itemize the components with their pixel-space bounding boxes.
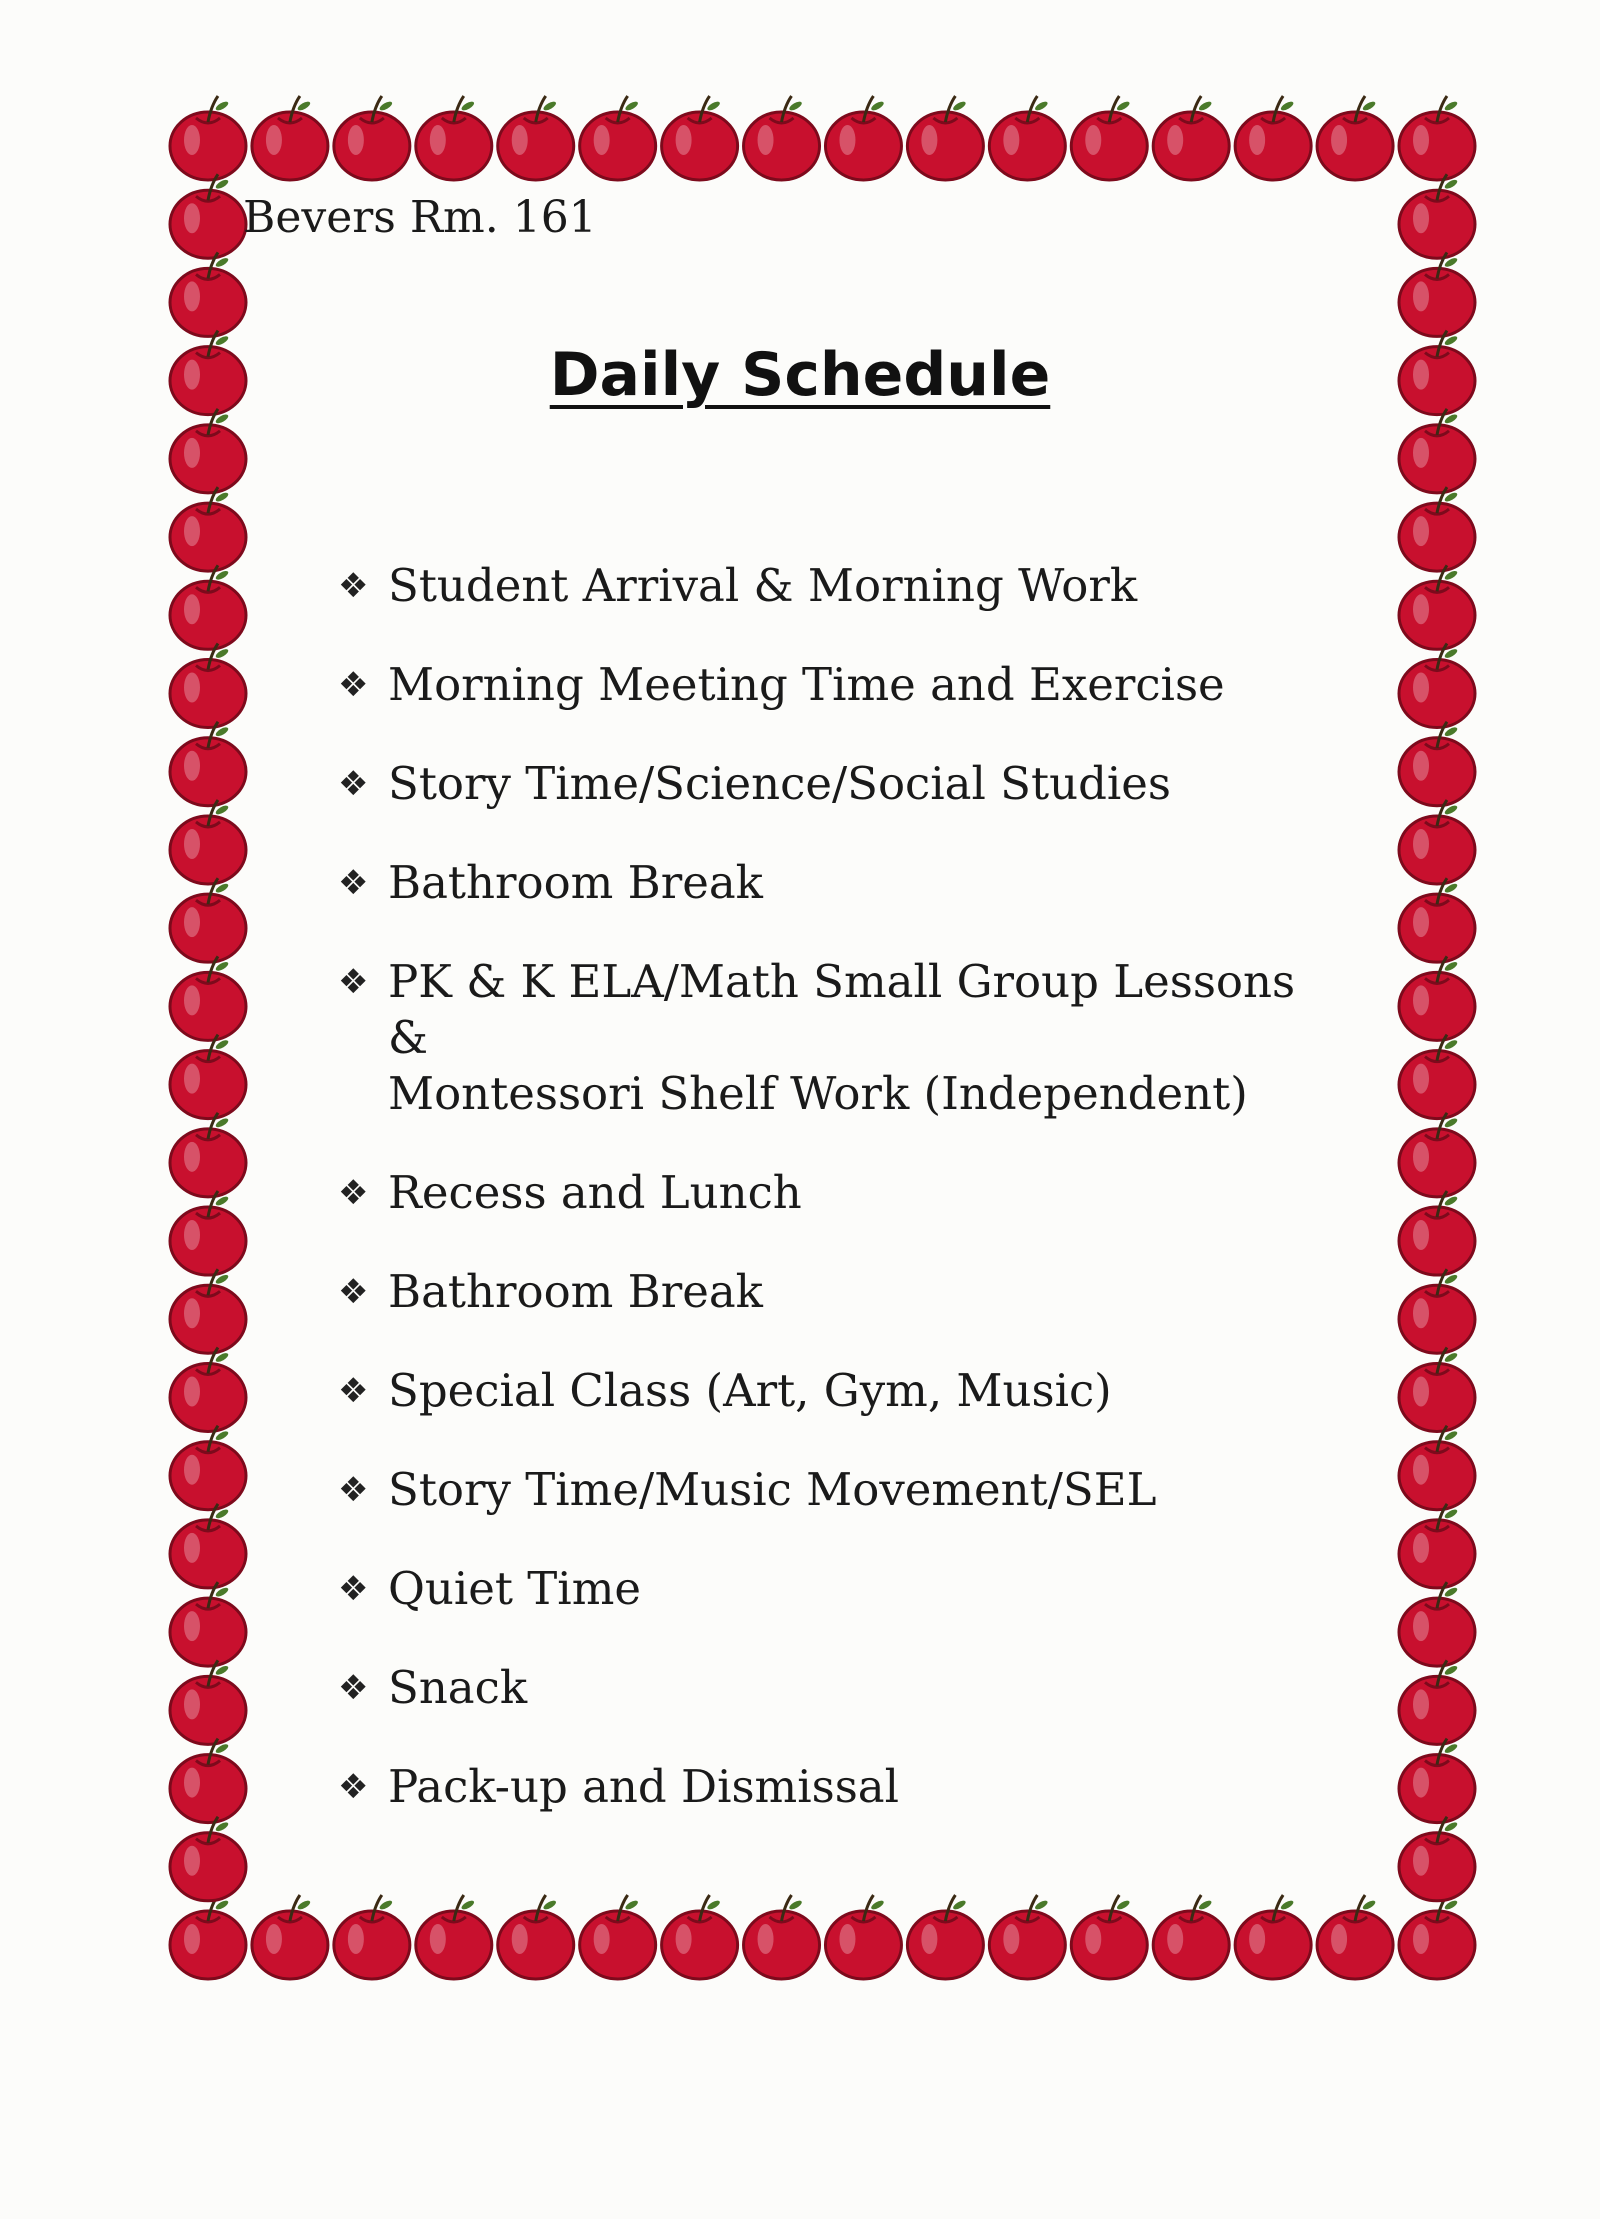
schedule-item-label: Snack <box>388 1661 528 1714</box>
red-apple-icon <box>825 96 901 180</box>
red-apple-icon <box>662 96 738 180</box>
red-apple-icon <box>170 644 246 728</box>
schedule-item <box>338 1759 1348 1815</box>
schedule-item <box>338 756 1348 812</box>
page-title: Daily Schedule <box>549 340 1051 410</box>
red-apple-icon <box>170 956 246 1040</box>
red-apple-icon <box>907 1895 983 1979</box>
schedule-item <box>338 1165 1348 1221</box>
red-apple-icon <box>1399 1191 1475 1275</box>
four-diamond-bullet-icon: ❖ <box>338 1569 369 1609</box>
red-apple-icon <box>1399 644 1475 728</box>
red-apple-icon <box>170 1739 246 1823</box>
four-diamond-bullet-icon: ❖ <box>338 962 369 1002</box>
red-apple-icon <box>170 1660 246 1744</box>
red-apple-icon <box>1317 1895 1393 1979</box>
red-apple-icon <box>825 1895 901 1979</box>
red-apple-icon <box>170 1582 246 1666</box>
red-apple-icon <box>1399 1035 1475 1119</box>
schedule-item <box>338 657 1348 713</box>
four-diamond-bullet-icon: ❖ <box>338 1767 369 1807</box>
red-apple-icon <box>744 1895 820 1979</box>
red-apple-icon <box>1399 1269 1475 1353</box>
red-apple-icon <box>416 1895 492 1979</box>
schedule-item <box>338 1363 1348 1419</box>
red-apple-icon <box>1399 174 1475 258</box>
red-apple-icon <box>170 722 246 806</box>
schedule-item-label: Special Class (Art, Gym, Music) <box>388 1364 1112 1417</box>
red-apple-icon <box>1153 1895 1229 1979</box>
red-apple-icon <box>170 96 246 180</box>
red-apple-icon <box>989 1895 1065 1979</box>
red-apple-icon <box>170 1113 246 1197</box>
red-apple-icon <box>170 487 246 571</box>
red-apple-icon <box>1399 1504 1475 1588</box>
red-apple-icon <box>170 1504 246 1588</box>
red-apple-icon <box>1399 956 1475 1040</box>
four-diamond-bullet-icon: ❖ <box>338 566 369 606</box>
red-apple-icon <box>170 1817 246 1901</box>
red-apple-icon <box>1153 96 1229 180</box>
red-apple-icon <box>170 1895 246 1979</box>
red-apple-icon <box>170 174 246 258</box>
four-diamond-bullet-icon: ❖ <box>338 1470 369 1510</box>
red-apple-icon <box>580 96 656 180</box>
red-apple-icon <box>1399 487 1475 571</box>
schedule-item-label: Quiet Time <box>388 1562 641 1615</box>
schedule-item-label: Story Time/Music Movement/SEL <box>388 1463 1157 1516</box>
four-diamond-bullet-icon: ❖ <box>338 1272 369 1312</box>
red-apple-icon <box>170 252 246 336</box>
red-apple-icon <box>170 1269 246 1353</box>
red-apple-icon <box>1399 1426 1475 1510</box>
schedule-item <box>338 1561 1348 1617</box>
four-diamond-bullet-icon: ❖ <box>338 665 369 705</box>
red-apple-icon <box>334 96 410 180</box>
schedule-item-label: Recess and Lunch <box>388 1166 802 1219</box>
red-apple-icon <box>1399 1660 1475 1744</box>
schedule-item-label: Bathroom Break <box>388 1265 763 1318</box>
four-diamond-bullet-icon: ❖ <box>338 863 369 903</box>
schedule-item <box>338 855 1348 911</box>
red-apple-icon <box>907 96 983 180</box>
red-apple-icon <box>1317 96 1393 180</box>
red-apple-icon <box>662 1895 738 1979</box>
red-apple-icon <box>744 96 820 180</box>
red-apple-icon <box>252 96 328 180</box>
red-apple-icon <box>498 96 574 180</box>
schedule-item <box>338 1264 1348 1320</box>
red-apple-icon <box>1399 1113 1475 1197</box>
schedule-item-label: Bathroom Break <box>388 856 763 909</box>
four-diamond-bullet-icon: ❖ <box>338 1173 369 1213</box>
schedule-item <box>338 1462 1348 1518</box>
red-apple-icon <box>252 1895 328 1979</box>
red-apple-icon <box>1399 1895 1475 1979</box>
red-apple-icon <box>170 1347 246 1431</box>
red-apple-icon <box>170 800 246 884</box>
red-apple-icon <box>170 1426 246 1510</box>
red-apple-icon <box>1399 565 1475 649</box>
red-apple-icon <box>1399 96 1475 180</box>
four-diamond-bullet-icon: ❖ <box>338 764 369 804</box>
red-apple-icon <box>1235 96 1311 180</box>
red-apple-icon <box>1399 1817 1475 1901</box>
red-apple-icon <box>580 1895 656 1979</box>
red-apple-icon <box>416 96 492 180</box>
red-apple-icon <box>170 1035 246 1119</box>
red-apple-icon <box>1399 1582 1475 1666</box>
red-apple-icon <box>989 96 1065 180</box>
red-apple-icon <box>1399 722 1475 806</box>
red-apple-icon <box>170 409 246 493</box>
red-apple-icon <box>1071 1895 1147 1979</box>
schedule-item-label: Pack-up and Dismissal <box>388 1760 900 1813</box>
schedule-item <box>338 954 1348 1122</box>
red-apple-icon <box>1399 409 1475 493</box>
red-apple-icon <box>1399 878 1475 962</box>
red-apple-icon <box>1071 96 1147 180</box>
four-diamond-bullet-icon: ❖ <box>338 1668 369 1708</box>
red-apple-icon <box>1399 252 1475 336</box>
red-apple-icon <box>498 1895 574 1979</box>
red-apple-icon <box>1399 1739 1475 1823</box>
schedule-item-label: Story Time/Science/Social Studies <box>388 757 1171 810</box>
schedule-list <box>338 558 1348 1858</box>
schedule-item <box>338 1660 1348 1716</box>
schedule-item-label: PK & K ELA/Math Small Group Lessons & Montessori Shelf Work (Independent) <box>388 955 1296 1120</box>
red-apple-icon <box>170 1191 246 1275</box>
red-apple-icon <box>170 878 246 962</box>
red-apple-icon <box>1399 1347 1475 1431</box>
four-diamond-bullet-icon: ❖ <box>338 1371 369 1411</box>
red-apple-icon <box>1399 800 1475 884</box>
schedule-item-label: Student Arrival & Morning Work <box>388 559 1138 612</box>
schedule-item <box>338 558 1348 614</box>
red-apple-icon <box>334 1895 410 1979</box>
schedule-item-label: Morning Meeting Time and Exercise <box>388 658 1225 711</box>
red-apple-icon <box>170 565 246 649</box>
room-label: Bevers Rm. 161 <box>243 192 597 243</box>
red-apple-icon <box>1235 1895 1311 1979</box>
